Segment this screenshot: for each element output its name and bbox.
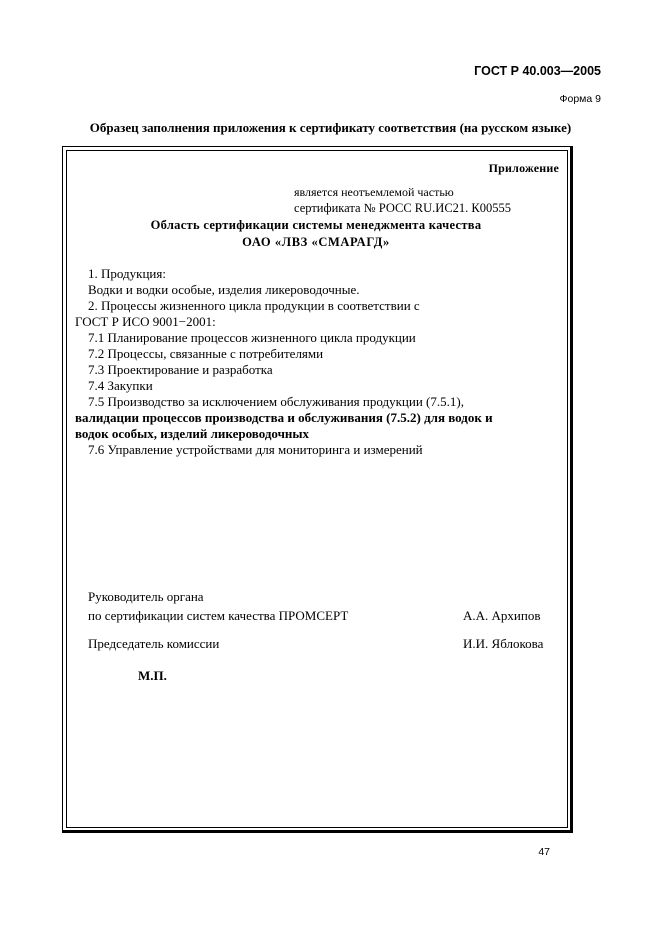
process-item-7-3: 7.3 Проектирование и разработка	[88, 362, 273, 377]
appendix-title: Приложение	[488, 161, 559, 175]
process-item-7-5-cont-1: валидации процессов производства и обслуживания (7.5.2) для водок и	[75, 410, 493, 425]
process-item-7-6: 7.6 Управление устройствами для мониторинга и измерений	[88, 442, 423, 457]
caption: Образец заполнения приложения к сертификату соответствия (на русском языке)	[89, 120, 572, 135]
process-item-7-2: 7.2 Процессы, связанные с потребителями	[88, 346, 324, 361]
process-item-7-5: 7.5 Производство за исключением обслуживания продукции (7.5.1),	[88, 394, 464, 409]
section-products-heading: 1. Продукция:	[88, 266, 166, 281]
head-name: А.А. Архипов	[463, 608, 541, 623]
chair-name: И.И. Яблокова	[463, 636, 544, 651]
chair-title: Председатель комиссии	[88, 636, 220, 651]
process-item-7-1: 7.1 Планирование процессов жизненного цикла продукции	[88, 330, 416, 345]
certificate-number: сертификата № РОСС RU.ИС21. К00555	[294, 201, 511, 215]
products-text: Водки и водки особые, изделия ликероводочные.	[88, 282, 360, 297]
appendix-note-line-1: является неотъемлемой частью	[294, 185, 454, 199]
scope-title: Область сертификации системы менеджмента качества	[150, 218, 482, 232]
stamp-placeholder: М.П.	[138, 668, 167, 683]
head-title-line-2: по сертификации систем качества ПРОМСЕРТ	[88, 608, 349, 623]
process-item-7-4: 7.4 Закупки	[88, 378, 153, 393]
section-processes-heading: 2. Процессы жизненного цикла продукции в соответствии с	[88, 298, 420, 313]
form-label: Форма 9	[559, 93, 601, 105]
head-title-line-1: Руководитель органа	[88, 589, 204, 604]
scope-body	[75, 266, 555, 458]
document-code: ГОСТ Р 40.003—2005	[474, 64, 601, 78]
section-processes-standard: ГОСТ Р ИСО 9001−2001:	[75, 314, 216, 329]
page-number: 47	[538, 846, 550, 858]
frame-inner-border	[66, 150, 568, 828]
process-item-7-5-cont-2: водок особых, изделий ликероводочных	[75, 426, 310, 441]
organization-name: ОАО «ЛВЗ «СМАРАГД»	[242, 235, 390, 249]
